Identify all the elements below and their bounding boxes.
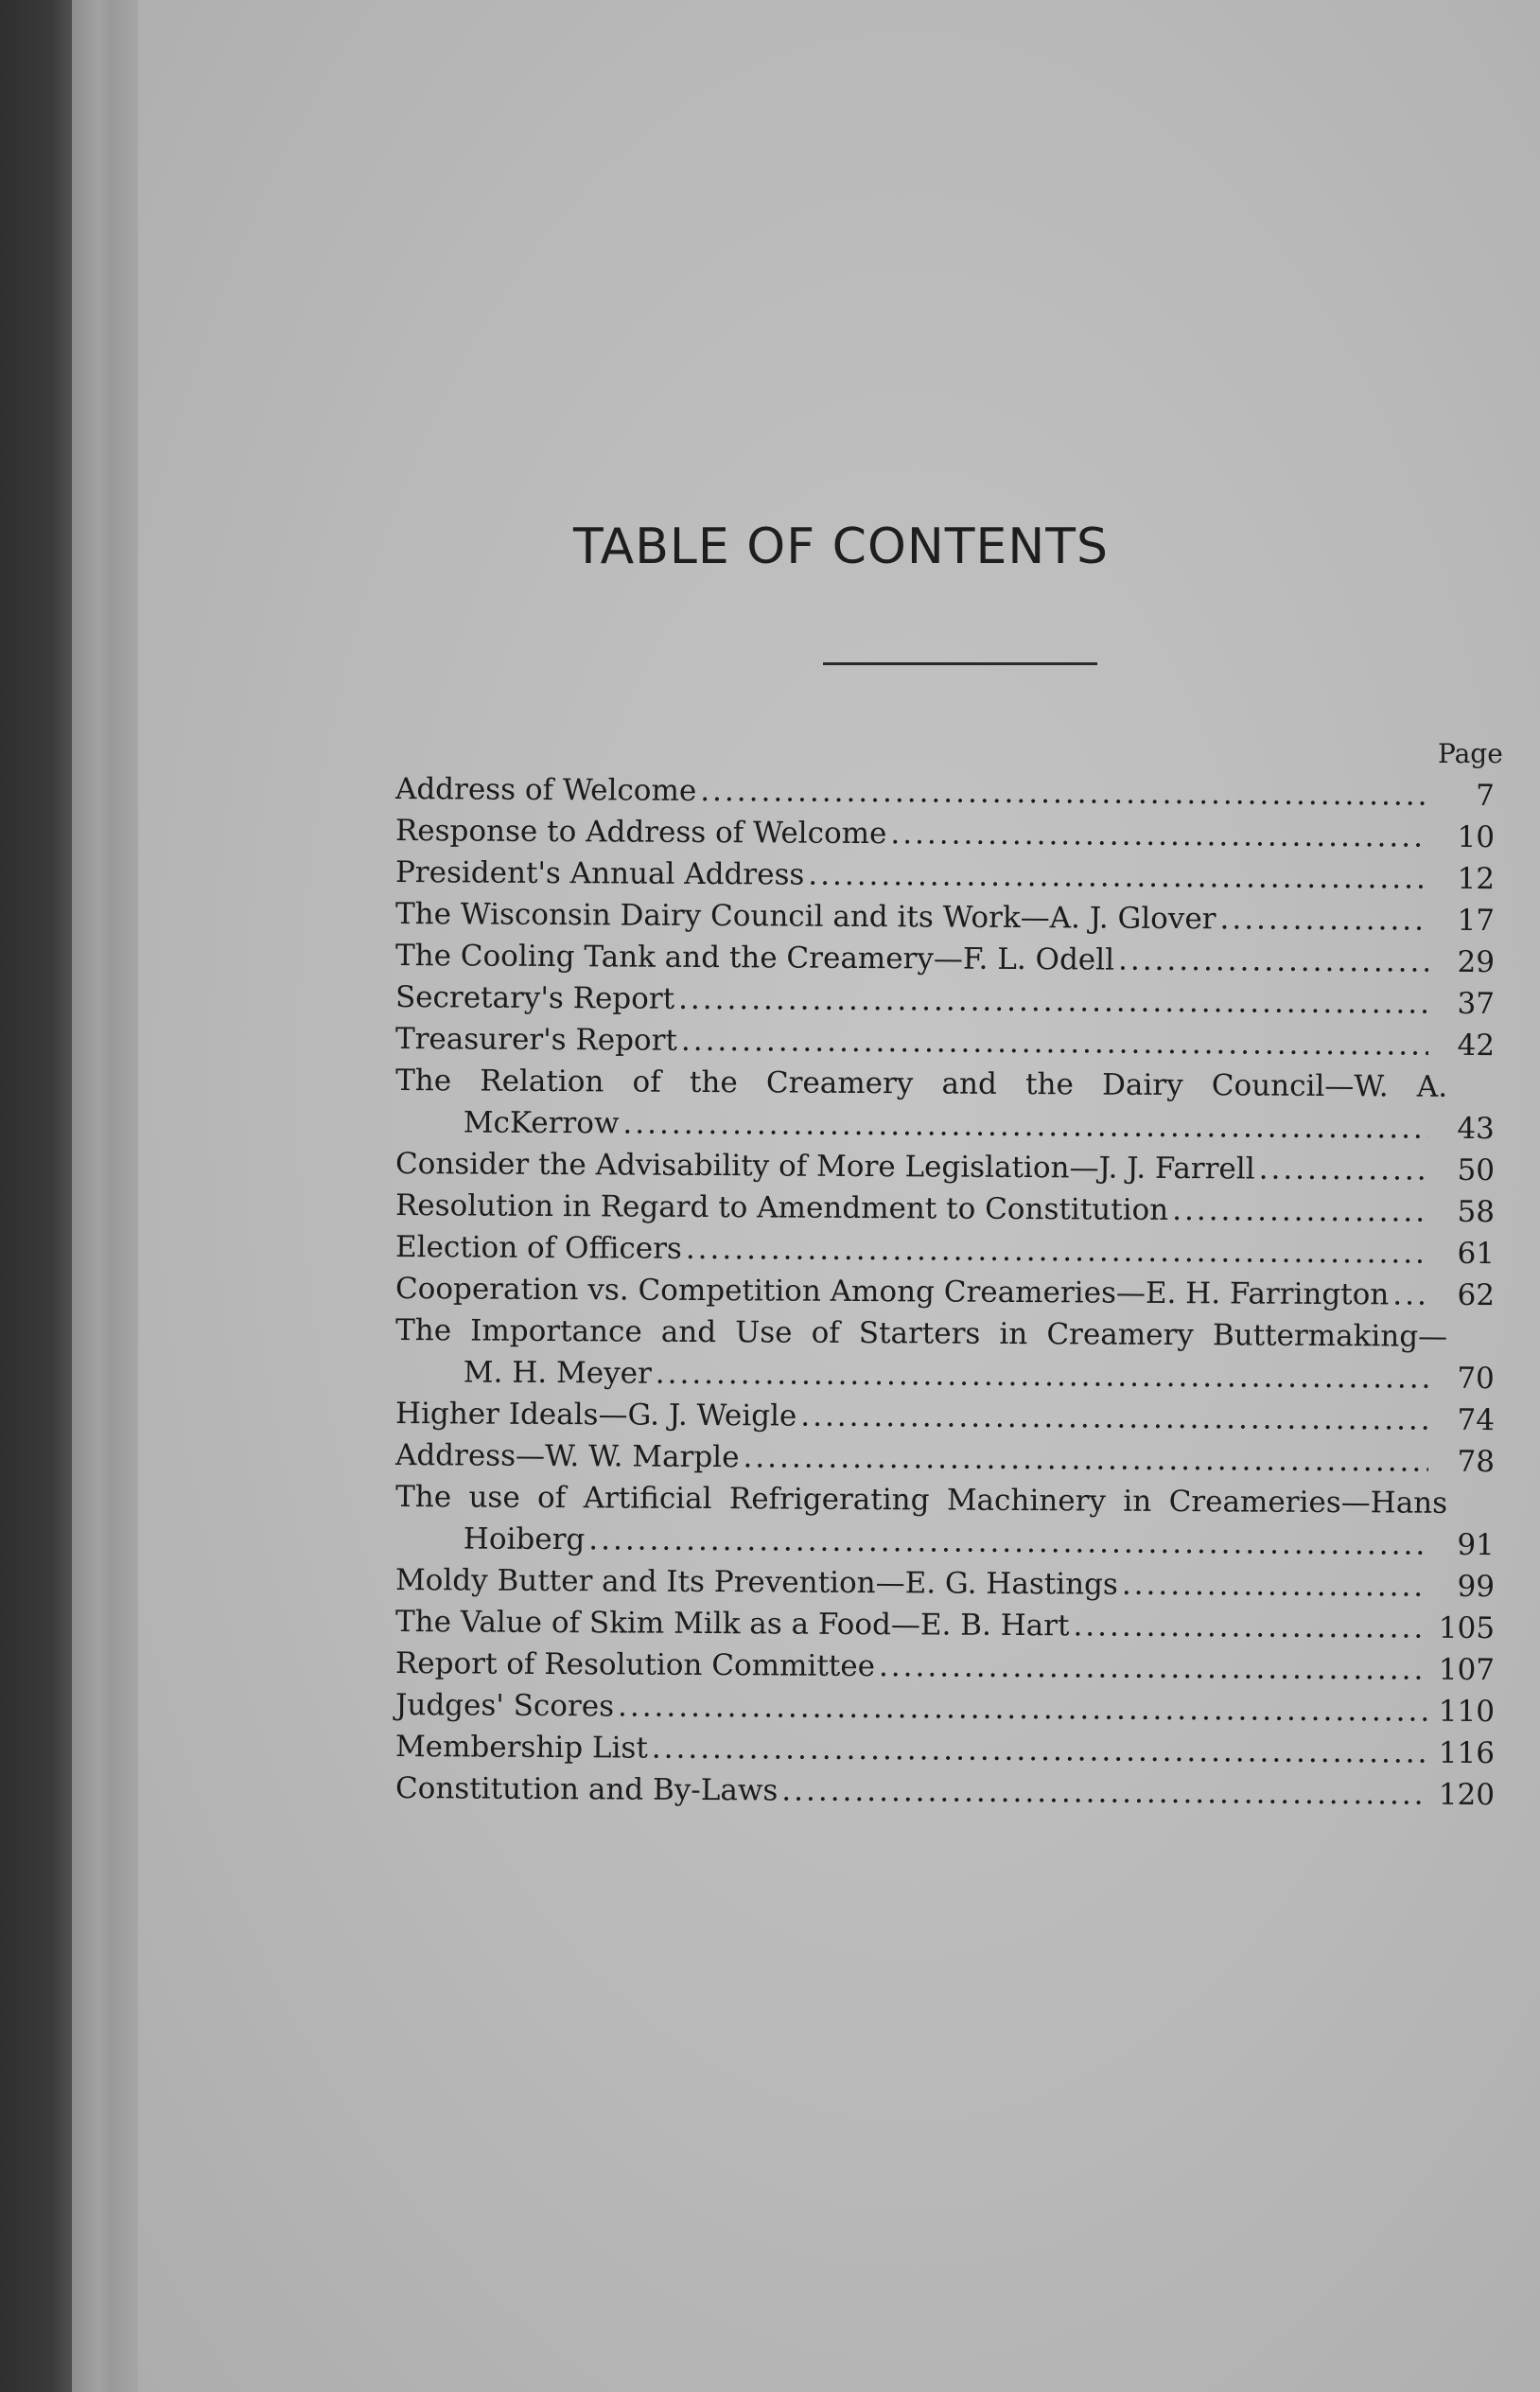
toc-entry-page: 29 xyxy=(1457,944,1496,980)
toc-entry xyxy=(395,1185,1512,1233)
toc-entry xyxy=(395,1601,1512,1649)
toc-entry-title: Report of Resolution Committee xyxy=(394,1646,876,1684)
book-spine xyxy=(0,0,72,2392)
toc-entry xyxy=(395,1684,1512,1732)
dot-leader xyxy=(1172,1189,1428,1233)
toc-entry-page: 74 xyxy=(1457,1402,1496,1438)
toc-entry-title: The Cooling Tank and the Creamery—F. L. Odell xyxy=(394,939,1115,977)
toc-entry-page: 50 xyxy=(1457,1152,1496,1188)
dot-leader xyxy=(1118,940,1428,983)
toc-entry xyxy=(395,768,1512,817)
toc-entry xyxy=(395,852,1512,900)
toc-entry-title: The Relation of the Creamery and the Dairy Council—W. A. xyxy=(395,1064,1448,1104)
dot-leader xyxy=(808,854,1428,900)
toc-entry-title: The use of Artificial Refrigerating Machinery in Creameries—Hans xyxy=(395,1480,1448,1521)
dot-leader xyxy=(781,1769,1428,1815)
dot-leader xyxy=(879,1645,1428,1691)
toc-entry xyxy=(395,1310,1513,1399)
toc-entry-page: 78 xyxy=(1457,1444,1496,1480)
toc-entry-title: Consider the Advisability of More Legislation—J. J. Farrell xyxy=(394,1147,1255,1187)
toc-entry xyxy=(395,1226,1512,1275)
toc-entry xyxy=(395,935,1512,983)
toc-entry-page: 61 xyxy=(1457,1236,1496,1272)
toc-entry-title: President's Annual Address xyxy=(394,855,805,892)
toc-entry-title: Moldy Butter and Its Prevention—E. G. Hastings xyxy=(394,1563,1118,1602)
toc-entry-title: Constitution and By-Laws xyxy=(394,1771,779,1808)
table-of-contents xyxy=(394,768,1512,1813)
page-column-header: Page xyxy=(1438,738,1503,769)
toc-entry-title: The Wisconsin Dairy Council and its Work—A. J. Glover xyxy=(394,897,1216,937)
toc-entry-page: 58 xyxy=(1457,1194,1496,1230)
dot-leader xyxy=(1259,1149,1429,1191)
dot-leader xyxy=(588,1519,1428,1565)
dot-leader xyxy=(622,1102,1428,1149)
toc-entry xyxy=(395,1268,1512,1316)
toc-entry-title: Response to Address of Welcome xyxy=(394,814,887,852)
toc-entry xyxy=(395,893,1512,941)
toc-entry-page: 99 xyxy=(1457,1569,1496,1605)
dot-leader xyxy=(1122,1564,1428,1608)
toc-entry-page: 120 xyxy=(1438,1777,1496,1813)
toc-entry-page: 70 xyxy=(1457,1361,1495,1397)
title-rule xyxy=(823,662,1097,665)
toc-entry-title: Membership List xyxy=(394,1730,648,1766)
toc-entry-title: Resolution in Regard to Amendment to Constitution xyxy=(394,1188,1169,1227)
toc-entry xyxy=(395,1476,1513,1566)
dot-leader xyxy=(618,1685,1428,1732)
toc-entry xyxy=(395,1393,1512,1441)
toc-entry-page: 37 xyxy=(1457,986,1496,1022)
toc-entry-title: Judges' Scores xyxy=(394,1688,615,1724)
toc-entry-page: 62 xyxy=(1457,1277,1496,1313)
toc-entry xyxy=(395,1559,1512,1608)
toc-entry-title: Address—W. W. Marple xyxy=(394,1438,740,1475)
dot-leader xyxy=(800,1396,1428,1441)
toc-entry xyxy=(395,1018,1512,1066)
toc-entry-title: The Importance and Use of Starters in Creamery Buttermaking— xyxy=(395,1313,1448,1354)
toc-entry xyxy=(395,1060,1513,1150)
dot-leader xyxy=(743,1436,1428,1482)
dot-leader xyxy=(681,1020,1428,1066)
toc-entry-page: 7 xyxy=(1476,778,1496,814)
toc-entry xyxy=(395,1726,1512,1774)
dot-leader xyxy=(1392,1274,1428,1315)
toc-entry-page: 110 xyxy=(1438,1694,1496,1730)
toc-entry-title: Treasurer's Report xyxy=(394,1022,678,1058)
toc-entry-title: Secretary's Report xyxy=(394,980,675,1016)
toc-entry-title: The Value of Skim Milk as a Food—E. B. Hart xyxy=(394,1605,1070,1644)
toc-entry-title: Election of Officers xyxy=(394,1230,682,1266)
toc-entry xyxy=(395,810,1512,858)
toc-entry-title: Higher Ideals—G. J. Weigle xyxy=(394,1397,797,1433)
toc-entry-title-continued: Hoiberg xyxy=(463,1521,586,1557)
toc-entry-page: 10 xyxy=(1457,819,1496,855)
toc-entry-page: 116 xyxy=(1438,1735,1496,1771)
dot-leader xyxy=(1219,898,1428,941)
toc-entry-title-continued: McKerrow xyxy=(463,1105,620,1141)
toc-entry-page: 105 xyxy=(1438,1610,1496,1646)
page-title: TABLE OF CONTENTS xyxy=(572,519,1110,575)
toc-entry-title: Cooperation vs. Competition Among Creameries—E. H. Farrington xyxy=(394,1272,1390,1312)
toc-entry xyxy=(395,1434,1512,1483)
toc-entry-title: Address of Welcome xyxy=(394,772,697,808)
toc-entry-title-continued: M. H. Meyer xyxy=(463,1355,652,1391)
toc-entry xyxy=(395,1143,1512,1191)
dot-leader xyxy=(656,1353,1428,1399)
dot-leader xyxy=(890,813,1428,857)
dot-leader xyxy=(686,1228,1428,1275)
dot-leader xyxy=(652,1728,1428,1774)
toc-entry-page: 42 xyxy=(1457,1028,1496,1064)
toc-entry-page: 12 xyxy=(1457,861,1496,897)
toc-entry xyxy=(395,976,1512,1025)
dot-leader xyxy=(678,978,1428,1025)
dot-leader xyxy=(700,770,1428,817)
toc-entry xyxy=(395,1643,1512,1691)
toc-entry-page: 17 xyxy=(1457,903,1496,939)
toc-entry-page: 91 xyxy=(1457,1527,1495,1563)
dot-leader xyxy=(1073,1605,1428,1648)
toc-entry xyxy=(395,1768,1512,1816)
toc-entry-page: 107 xyxy=(1438,1652,1496,1688)
page-edge xyxy=(72,0,138,2392)
toc-entry-page: 43 xyxy=(1457,1111,1495,1147)
